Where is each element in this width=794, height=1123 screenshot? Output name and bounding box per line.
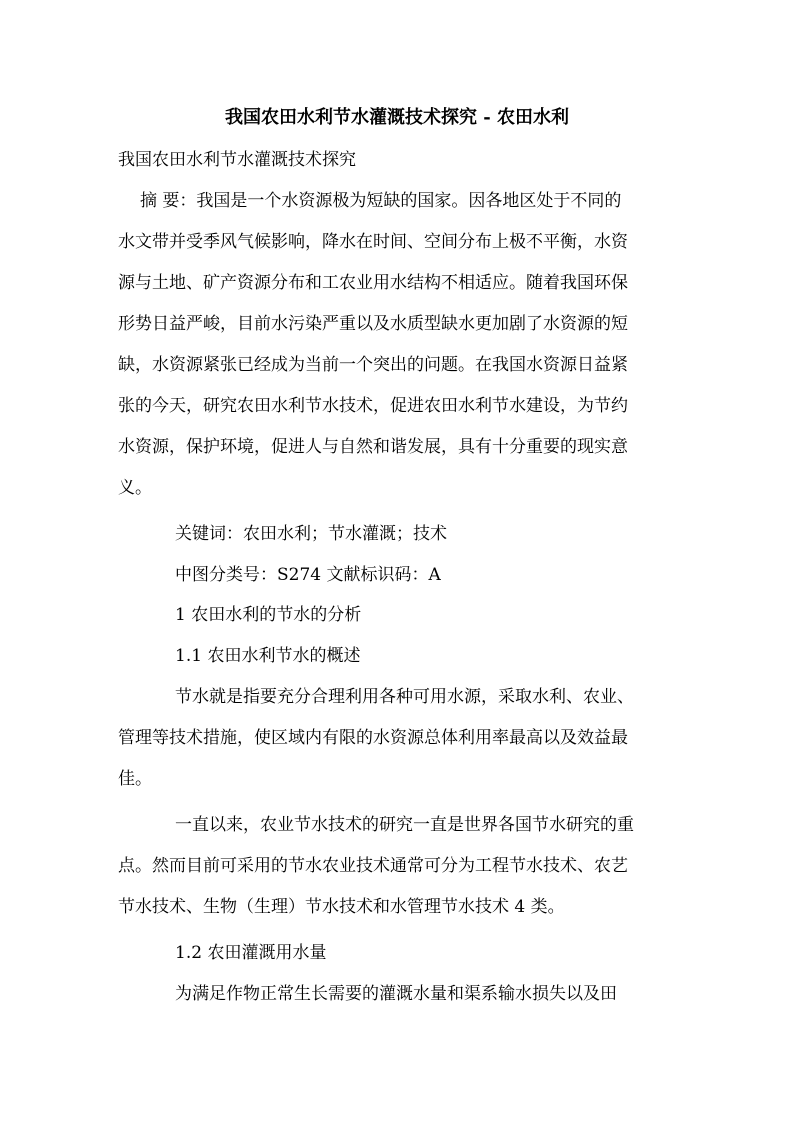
paragraph-line: 佳。 (118, 769, 152, 789)
abstract-line: 水文带并受季风气候影响，降水在时间、空间分布上极不平衡，水资 (118, 232, 628, 252)
abstract-line: 张的今天，研究农田水利节水技术，促进农田水利节水建设，为节约 (118, 396, 628, 416)
abstract-line: 水资源，保护环境，促进人与自然和谐发展，具有十分重要的现实意 (118, 437, 628, 457)
document-subtitle: 我国农田水利节水灌溉技术探究 (118, 150, 356, 170)
paragraph-line: 一直以来，农业节水技术的研究一直是世界各国节水研究的重 (175, 815, 634, 835)
abstract-line: 义。 (118, 478, 152, 498)
abstract-line: 形势日益严峻，目前水污染严重以及水质型缺水更加剧了水资源的短 (118, 314, 628, 334)
document-title: 我国农田水利节水灌溉技术探究 - 农田水利 (224, 107, 569, 128)
section-heading: 1 农田水利的节水的分析 (175, 605, 362, 625)
subsection-heading: 1.2 农田灌溉用水量 (175, 943, 327, 963)
paragraph-line: 为满足作物正常生长需要的灌溉水量和渠系输水损失以及田 (175, 984, 617, 1004)
abstract-line: 缺，水资源紧张已经成为当前一个突出的问题。在我国水资源日益紧 (118, 355, 628, 375)
paragraph-line: 节水技术、生物（生理）节水技术和水管理节水技术 4 类。 (118, 897, 565, 917)
paragraph-line: 管理等技术措施，使区域内有限的水资源总体利用率最高以及效益最 (118, 728, 628, 748)
subsection-heading: 1.1 农田水利节水的概述 (175, 646, 361, 666)
abstract-line: 源与土地、矿产资源分布和工农业用水结构不相适应。随着我国环保 (118, 273, 628, 293)
paragraph-line: 点。然而目前可采用的节水农业技术通常可分为工程节水技术、农艺 (118, 856, 628, 876)
paragraph-line: 节水就是指要充分合理利用各种可用水源，采取水利、农业、 (175, 687, 634, 707)
classification: 中图分类号：S274 文献标识码：A (175, 565, 441, 585)
keywords: 关键词：农田水利；节水灌溉；技术 (175, 524, 447, 544)
abstract-line: 摘 要：我国是一个水资源极为短缺的国家。因各地区处于不同的 (140, 191, 622, 211)
